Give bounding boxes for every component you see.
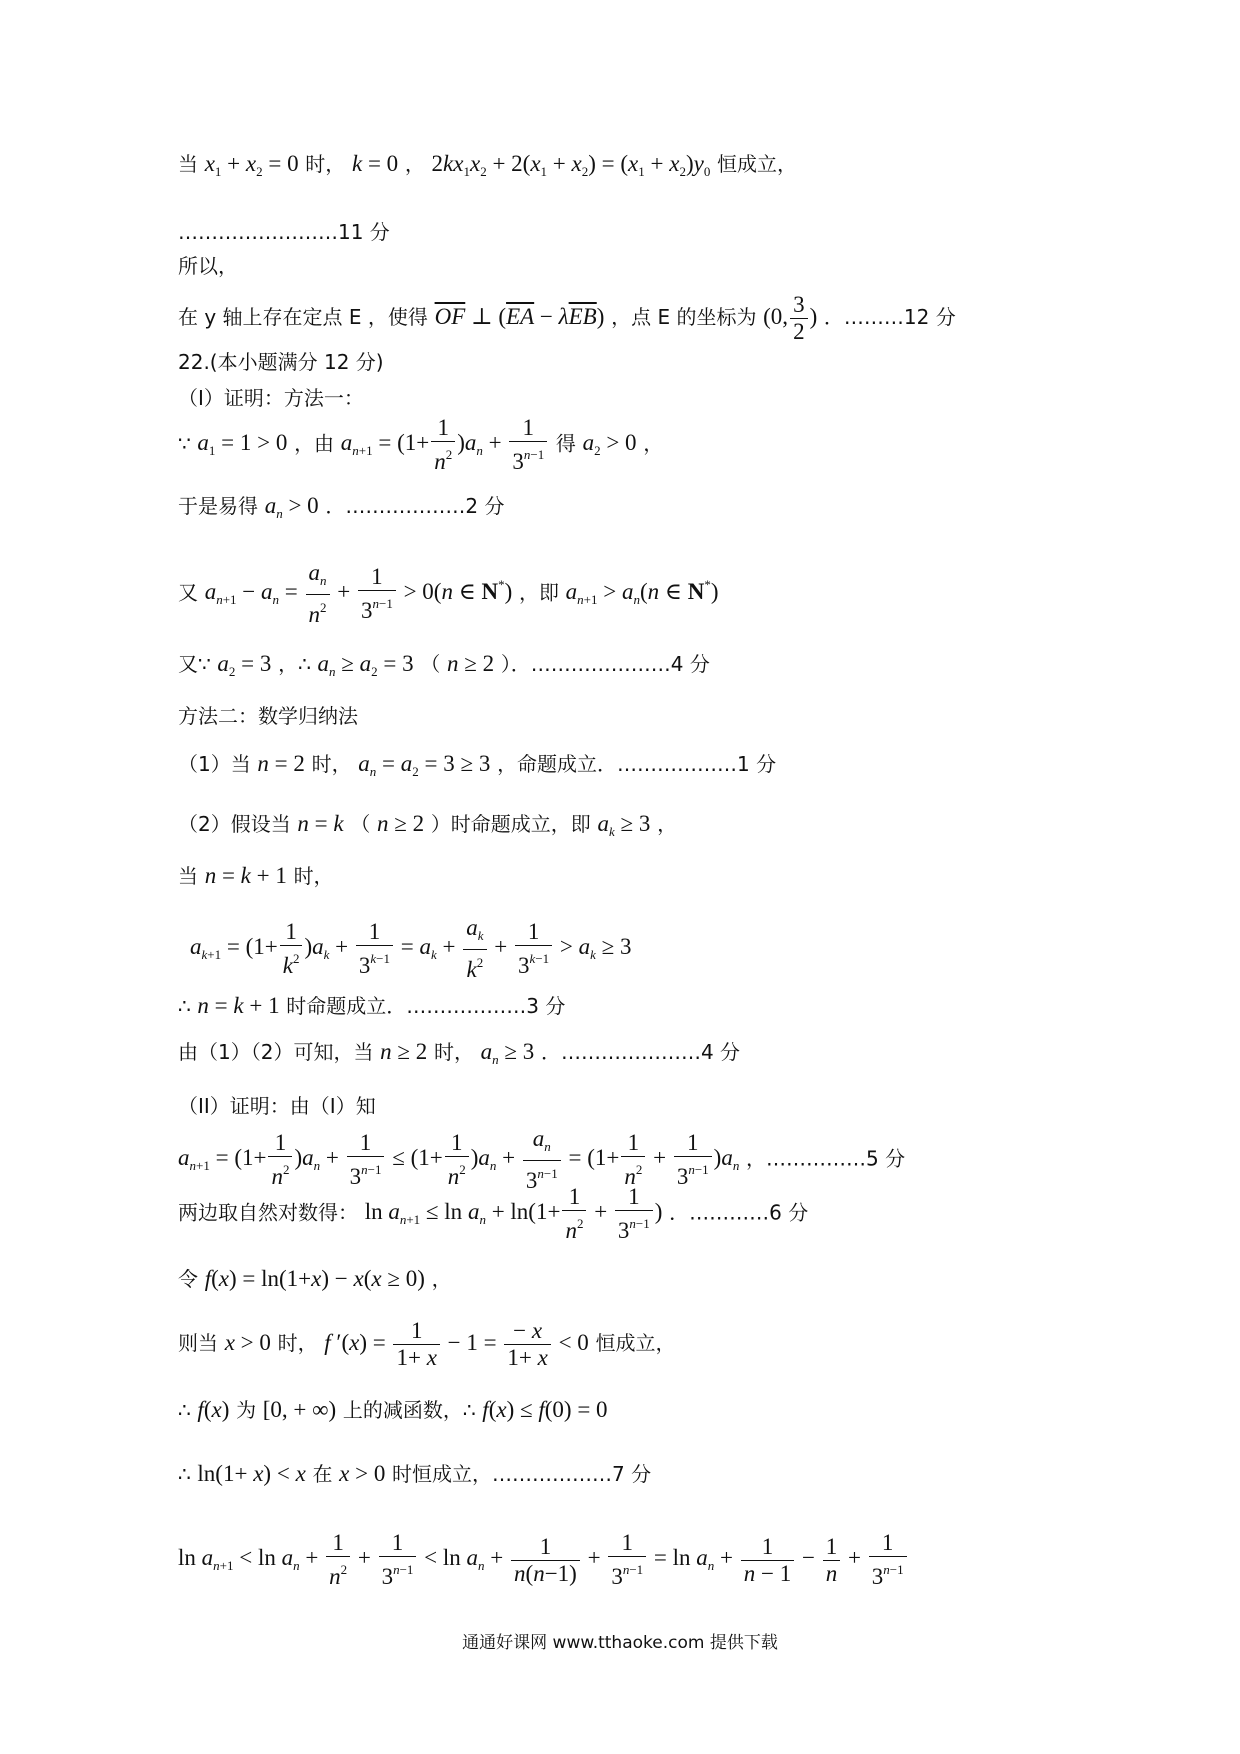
text: ，∴ bbox=[278, 652, 311, 676]
text: 由（1）（2）可知，当 bbox=[178, 1040, 374, 1064]
text: （ bbox=[350, 812, 371, 836]
text: ， bbox=[431, 1267, 452, 1291]
formula: n ≥ 2 bbox=[380, 1039, 428, 1064]
text-line bbox=[178, 1396, 608, 1424]
text: 时， bbox=[311, 752, 352, 776]
text-line bbox=[178, 750, 776, 786]
text: 两边取自然对数得： bbox=[178, 1200, 358, 1225]
formula: $a_{n+1} = (1+$ $\frac{1}{n^2}$ )$a_n$ + $\frac{1}{3^{n-1}}$ ≤ (1+ $\frac{1}{n^2}$ )$a_n$ + $\frac{a_n}{3^{n-1}}$ = (1+ $\frac{1}{n^2}$ + $\frac{1}{3^{n-1}}$ )$a_n$ bbox=[178, 1126, 740, 1193]
formula: $a_{k+1} = (1+$ $\frac{1}{k^2}$ )$a_k$ + $\frac{1}{3^{k-1}}$ = $a_k$ + $\frac{a_k}{k^2}$ + $\frac{1}{3^{k-1}}$ > $a_k \ge 3$ bbox=[190, 915, 632, 982]
text: 时， bbox=[277, 1330, 318, 1355]
text: 于是易得 bbox=[178, 494, 258, 518]
text: （2）假设当 bbox=[178, 812, 291, 836]
formula: x > 0 bbox=[224, 1329, 271, 1355]
formula-line bbox=[178, 1530, 909, 1590]
formula-line bbox=[190, 915, 632, 983]
formula: n = k bbox=[297, 811, 344, 836]
formula: $a_{n+1} > a_n(n$ ∈ N*) bbox=[565, 577, 719, 608]
text: 时， bbox=[293, 864, 334, 888]
text: （ bbox=[420, 652, 441, 676]
text: 在 bbox=[312, 1462, 333, 1486]
text: 令 bbox=[178, 1267, 198, 1291]
formula: $a_{n+1} = (1+$ $\frac{1}{n^2}$ )$a_n$ + $\frac{1}{3^{n-1}}$ bbox=[341, 430, 549, 455]
text: ，……………5 分 bbox=[746, 1146, 906, 1171]
text: 上的减函数，∴ bbox=[342, 1398, 476, 1422]
text-line: 所以， bbox=[178, 254, 238, 278]
text: ∵ bbox=[178, 431, 191, 456]
text: ∴ bbox=[178, 994, 191, 1018]
text-line bbox=[178, 492, 504, 528]
text: 恒成立， bbox=[595, 1330, 676, 1355]
formula: x > 0 bbox=[339, 1461, 386, 1486]
text-line bbox=[178, 810, 677, 846]
score-line: ……………………11 分 bbox=[178, 220, 390, 244]
formula: $a_n > 0$ bbox=[264, 493, 319, 521]
text-line bbox=[178, 150, 797, 186]
text-line: 方法二：数学归纳法 bbox=[178, 704, 358, 728]
text-line bbox=[178, 1038, 740, 1074]
formula: ln(1+ x) < x bbox=[197, 1461, 306, 1486]
formula: f(x) = ln(1+x) − x(x ≥ 0) bbox=[204, 1266, 425, 1291]
text: 恒成立， bbox=[717, 152, 798, 176]
text: ．…………………4 分 bbox=[540, 1040, 741, 1064]
text-line bbox=[178, 1265, 452, 1293]
text: 得 bbox=[555, 431, 576, 456]
formula: $a_n \ge a_2 = 3$ bbox=[317, 651, 414, 679]
text: 为 bbox=[236, 1398, 257, 1422]
formula: $\ln a_{n+1} < \ln a_n$ + $\frac{1}{n^2}$ + $\frac{1}{3^{n-1}}$ < $\ln a_n$ + $\frac{1}{n(n-1)}$ + $\frac{1}{3^{n-1}}$ = $\ln a_n$ + $\frac{1}{n - 1}$ − $\frac{1}{n}$ + $\frac{1}{3^{n-1}}$ bbox=[178, 1545, 909, 1570]
text: ， bbox=[643, 431, 664, 456]
formula: n ≥ 2 bbox=[377, 811, 425, 836]
text: ）．…………………4 分 bbox=[500, 652, 710, 676]
problem-heading: 22.(本小题满分 12 分) bbox=[178, 350, 384, 374]
text-line: （II）证明：由（I）知 bbox=[178, 1094, 376, 1118]
formula: $a_1 = 1 > 0$ bbox=[197, 430, 288, 459]
formula: $\ln a_{n+1} \le \ln a_n + \ln(1+$ $\frac{1}{n^2}$ + $\frac{1}{3^{n-1}}$ ) bbox=[364, 1184, 663, 1243]
text: 时恒成立，………………7 分 bbox=[392, 1462, 652, 1486]
text: ）时命题成立，即 bbox=[430, 812, 591, 836]
text: ∴ bbox=[178, 1462, 191, 1486]
text: ，命题成立．………………1 分 bbox=[497, 752, 777, 776]
text: ．………………2 分 bbox=[325, 494, 505, 518]
text: 又 bbox=[178, 580, 198, 605]
text-line bbox=[178, 415, 663, 475]
text: ， bbox=[657, 812, 678, 836]
page-footer: 通通好课网 www.tthaoke.com 提供下载 bbox=[462, 1633, 778, 1653]
text: 当 bbox=[178, 152, 198, 176]
text: 时， bbox=[305, 152, 346, 176]
text: ．…………6 分 bbox=[669, 1200, 809, 1225]
formula: k = 0 bbox=[351, 151, 399, 176]
text-line bbox=[178, 650, 710, 686]
text: 则当 bbox=[178, 1330, 218, 1355]
formula: $\overline{OF}$ ⊥ $(\overline{EA} - \lambda\overline{EB})$ bbox=[434, 303, 605, 329]
formula: n = k + 1 bbox=[197, 993, 280, 1018]
text: ∴ bbox=[178, 1398, 191, 1422]
text: 时命题成立．………………3 分 bbox=[286, 994, 566, 1018]
formula: [0, + ∞) bbox=[262, 1397, 337, 1422]
formula: $a_2 = 3$ bbox=[217, 651, 272, 679]
text: ．………12 分 bbox=[823, 304, 956, 329]
formula: f(x) bbox=[197, 1397, 230, 1422]
text: ， bbox=[404, 152, 425, 176]
text: ，由 bbox=[294, 431, 335, 456]
text: ，即 bbox=[518, 580, 559, 605]
formula: $a_n \ge 3$ bbox=[480, 1039, 535, 1067]
formula: $a_2 > 0$ bbox=[582, 430, 637, 459]
text: ，点 E 的坐标为 bbox=[611, 304, 757, 329]
formula: $x_1 + x_2 = 0$ bbox=[204, 151, 299, 179]
text-line bbox=[178, 862, 334, 890]
text: 当 bbox=[178, 864, 198, 888]
text: 在 y 轴上存在定点 E ，使得 bbox=[178, 304, 428, 329]
text-line bbox=[178, 992, 565, 1020]
text-line bbox=[178, 292, 956, 345]
text-line: （I）证明：方法一： bbox=[178, 386, 364, 410]
formula: f(x) ≤ f(0) = 0 bbox=[482, 1397, 608, 1422]
formula: $2kx_1x_2 + 2(x_1 + x_2) = (x_1 + x_2)y_0$ bbox=[431, 151, 711, 179]
text: （1）当 bbox=[178, 752, 251, 776]
text: 又∵ bbox=[178, 652, 211, 676]
formula: f ′(x) = $\frac{1}{1+ x}$ − 1 = $\frac{- x}{1+ x}$ < 0 bbox=[324, 1318, 589, 1370]
formula: $a_n = a_2 = 3 \ge 3$ bbox=[358, 751, 491, 779]
formula: n ≥ 2 bbox=[447, 651, 495, 676]
text-line bbox=[178, 1184, 808, 1244]
text-line bbox=[178, 1460, 651, 1488]
formula: (0, $\frac{3}{2}$ ) bbox=[763, 292, 818, 344]
text: 时， bbox=[433, 1040, 474, 1064]
text-line bbox=[178, 1318, 676, 1371]
formula: $a_{n+1} - a_n$ = $\frac{a_n}{n^2}$ + $\frac{1}{3^{n-1}}$ > 0(n ∈ N*) bbox=[204, 560, 513, 627]
text-line bbox=[178, 560, 719, 628]
formula: n = k + 1 bbox=[204, 863, 287, 888]
formula: n = 2 bbox=[257, 751, 305, 776]
formula: $a_k \ge 3$ bbox=[597, 811, 651, 839]
